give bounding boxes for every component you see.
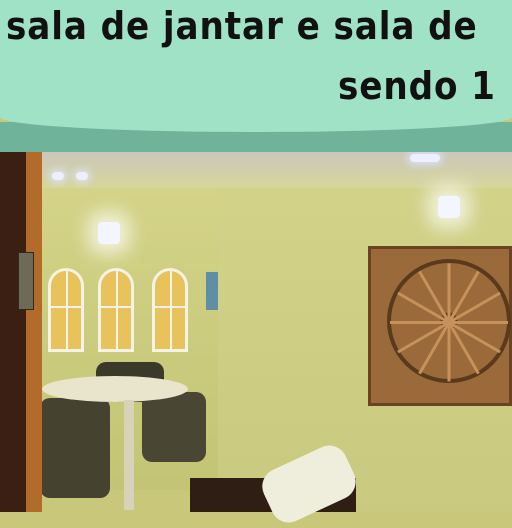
door: [0, 150, 26, 512]
wall-lamp: [438, 196, 460, 218]
door-hinge: [18, 252, 34, 310]
wall-lamp: [98, 222, 120, 244]
wagon-wheel: [387, 259, 511, 383]
table-leg: [124, 400, 134, 510]
ceiling-light: [410, 154, 440, 162]
ceiling-spotlight: [52, 172, 64, 180]
caption-line-1: sala de jantar e sala de: [6, 4, 478, 48]
caption-line-2: sendo 1: [338, 64, 496, 108]
ceiling: [40, 148, 512, 188]
door-frame: [26, 150, 42, 512]
wall-sign: [206, 272, 218, 310]
arched-window: [48, 268, 84, 352]
dining-table: [42, 376, 188, 402]
chair: [40, 398, 110, 498]
chair: [142, 392, 206, 462]
caption-banner: [0, 0, 512, 132]
ceiling-spotlight: [76, 172, 88, 180]
arched-window: [98, 268, 134, 352]
arched-window: [152, 268, 188, 352]
wall-panel-wheel-decor: [368, 246, 512, 406]
